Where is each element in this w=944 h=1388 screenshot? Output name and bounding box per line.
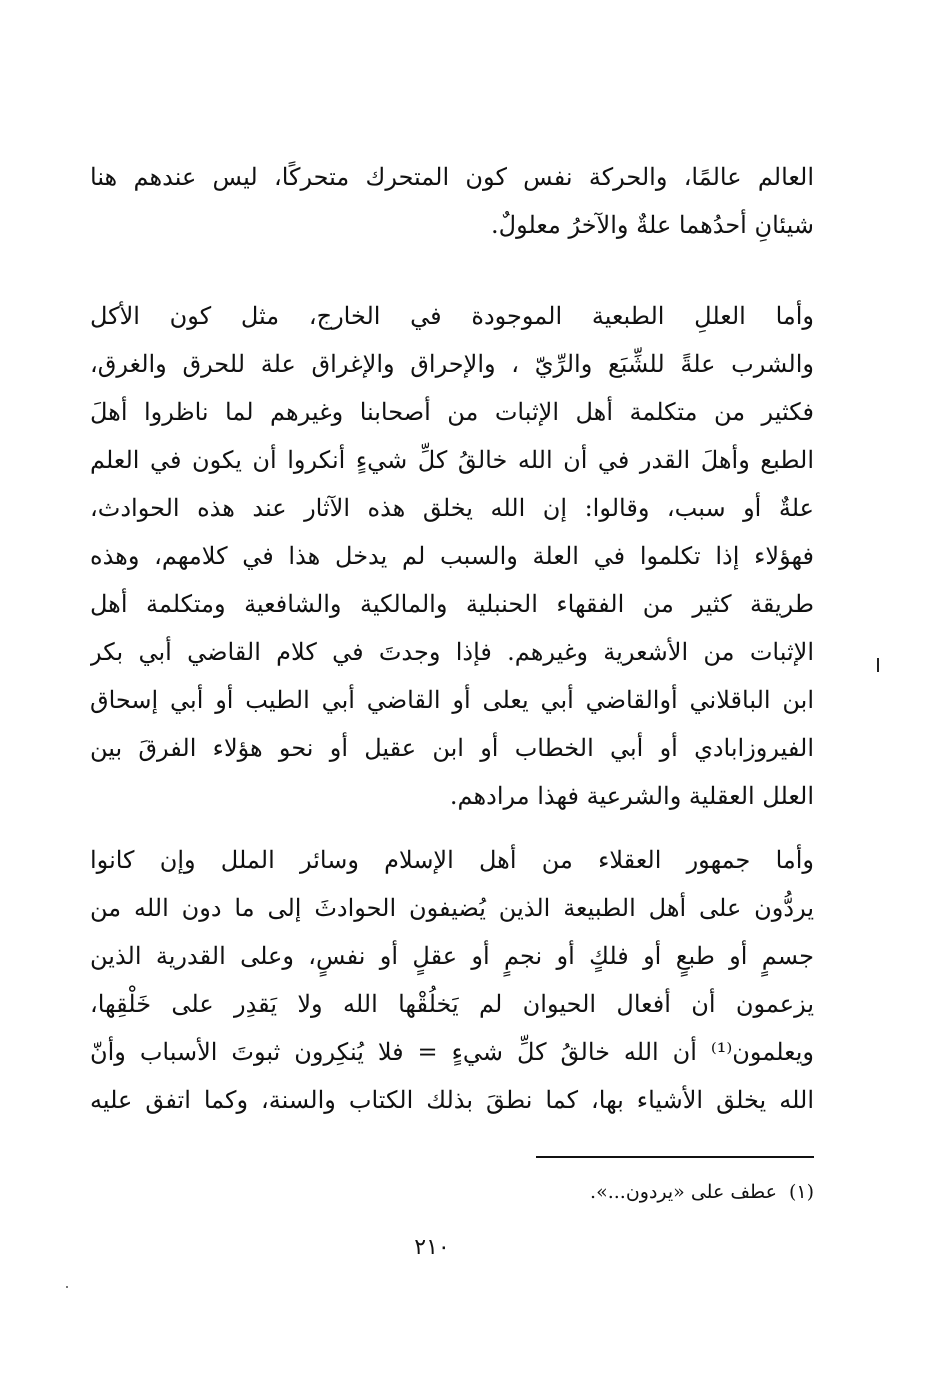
footnote-text: عطف على «يردون...».: [590, 1181, 777, 1203]
paragraph-2-line: والشرب علةً للشِّبَع والرِّيّ ، والإحراق والإغراق علة للحرق والغرق،: [90, 350, 814, 378]
footnote-mark: (١): [788, 1181, 814, 1203]
paragraph-2-line: وأما العللِ الطبعية الموجودة في الخارج، مثل كون الأكل: [90, 302, 814, 330]
paragraph-2-line: علةٌ أو سبب، وقالوا: إن الله يخلق هذه الآثار عند هذه الحوادث،: [90, 494, 814, 522]
paragraph-3-line: جسمٍ أو طبعٍ أو فلكٍ أو نجمٍ أو عقلٍ أو نفسٍ، وعلى القدرية الذين: [90, 942, 814, 970]
paragraph-2-line: العلل العقلية والشرعية فهذا مرادهم.: [449, 782, 814, 810]
paragraph-3-line: ويعلمون⁽¹⁾ أن الله خالقُ كلِّ شيءٍ = فلا يُنكِرون ثبوتَ الأسباب وأنّ: [90, 1038, 814, 1066]
paragraph-3: [90, 836, 814, 1124]
paragraph-2: [90, 292, 814, 820]
paragraph-2-line: فهؤلاء إذا تكلموا في العلة والسبب لم يدخل هذا في كلامهم، وهذه: [90, 542, 814, 570]
paragraph-3-line: يزعمون أن أفعال الحيوان لم يَخلُقْها الله ولا يَقدِر على خَلْقِها،: [90, 990, 814, 1018]
paragraph-3-line: الله يخلق الأشياء بها، كما نطقَ بذلك الكتاب والسنة، وكما اتفق عليه: [90, 1086, 814, 1114]
footnote-divider: [536, 1156, 814, 1158]
paragraph-2-line: طريقة كثير من الفقهاء الحنبلية والمالكية والشافعية ومتكلمة أهل: [90, 590, 814, 618]
paragraph-1-line: العالم عالمًا، والحركة نفس كون المتحرك متحركًا، ليس عندهم هنا: [90, 163, 814, 191]
paragraph-2-line: ابن الباقلاني أوالقاضي أبي يعلى أو القاضي أبي الطيب أو أبي إسحاق: [90, 686, 814, 714]
scan-speck: [66, 1286, 68, 1288]
paragraph-1: [90, 153, 814, 249]
paragraph-1-line: شيئانِ أحدُهما علةٌ والآخرُ معلولٌ.: [491, 211, 814, 239]
margin-mark: [877, 658, 879, 672]
paragraph-2-line: فكثير من متكلمة أهل الإثبات من أصحابنا وغيرهم لما ناظروا أهلَ: [90, 398, 814, 426]
paragraph-2-line: الإثبات من الأشعرية وغيرهم. فإذا وجدتَ في كلام القاضي أبي بكر: [90, 638, 814, 666]
page-number: ٢١٠: [414, 1235, 450, 1260]
paragraph-3-line: يردُّون على أهل الطبيعة الذين يُضيفون الحوادثَ إلى ما دون الله من: [90, 894, 814, 922]
paragraph-2-line: الطبع وأهلَ القدر في أن الله خالقُ كلِّ شيءٍ أنكروا أن يكون في العلم: [90, 446, 814, 474]
footnote: [400, 1176, 814, 1208]
paragraph-2-line: الفيروزابادي أو أبي الخطاب أو ابن عقيل أو نحو هؤلاء الفرقَ بين: [90, 734, 814, 762]
paragraph-3-line: وأما جمهور العقلاء من أهل الإسلام وسائر الملل وإن كانوا: [90, 846, 814, 874]
